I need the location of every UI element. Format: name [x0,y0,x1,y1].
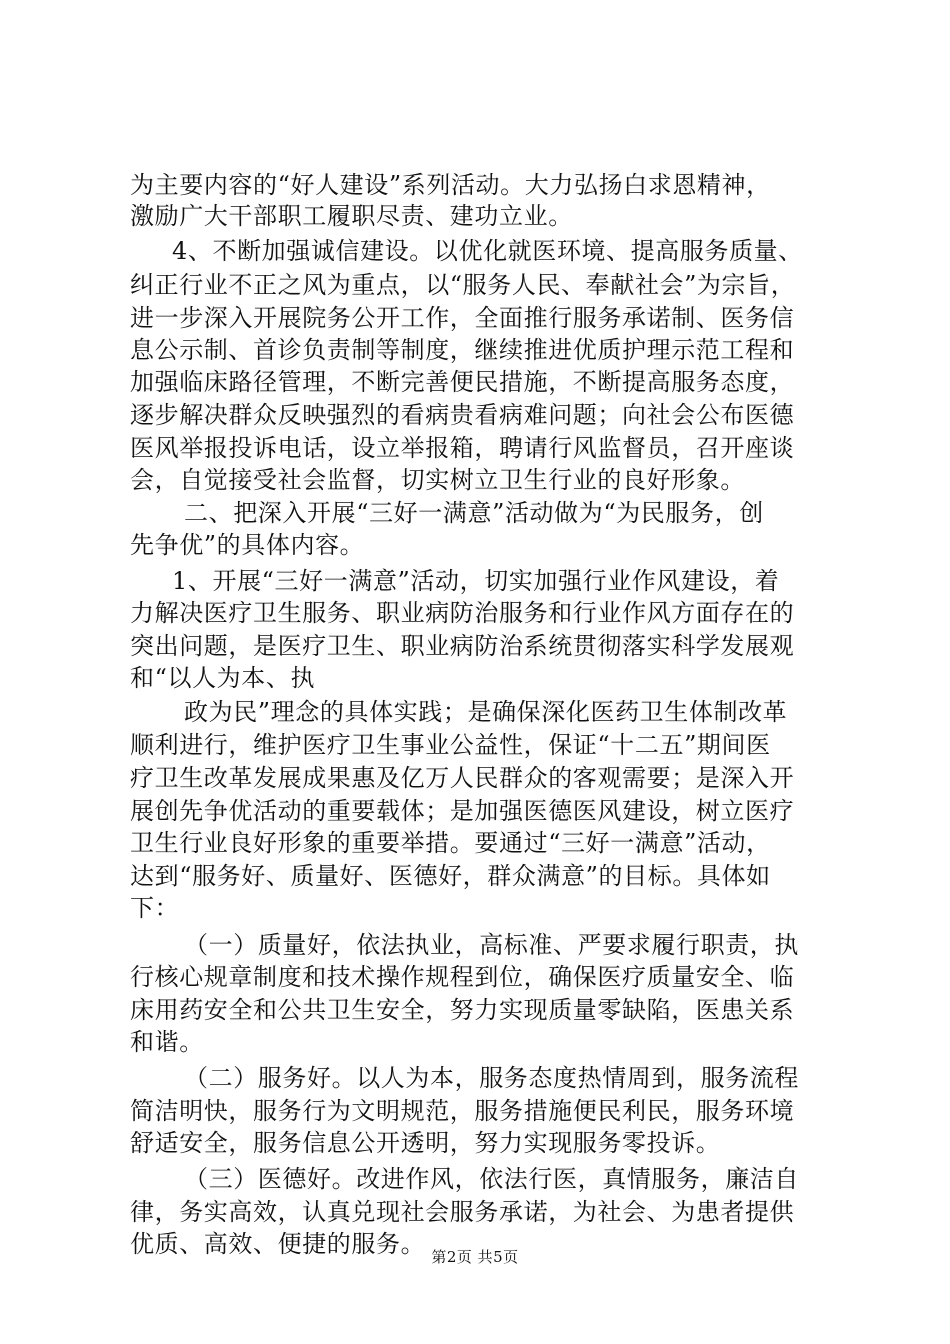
text-line: 先争优”的具体内容。 [130,531,365,559]
text-line: （三）医德好。改进作风，依法行医，真情服务，廉洁自 [184,1165,799,1193]
text-line: 行核心规章制度和技术操作规程到位，确保医疗质量安全、临 [130,963,795,991]
text-line: 疗卫生改革发展成果惠及亿万人民群众的客观需要；是深入开 [130,764,795,792]
text-line: 舒适安全，服务信息公开透明，努力实现服务零投诉。 [130,1129,721,1157]
text-line: （二）服务好。以人为本，服务态度热情周到，服务流程 [184,1064,799,1092]
text-line: 力解决医疗卫生服务、职业病防治服务和行业作风方面存在的 [130,599,795,627]
text-line: 息公示制、首诊负责制等制度，继续推进优质护理示范工程和 [130,336,795,364]
text-line: 顺利进行，维护医疗卫生事业公益性，保证“十二五”期间医 [130,731,771,759]
text-line: 加强临床路径管理，不断完善便民措施，不断提高服务态度， [130,368,795,396]
text-line: 展创先争优活动的重要载体；是加强医德医风建设，树立医疗 [130,797,795,825]
text-line: 卫生行业良好形象的重要举措。要通过“三好一满意”活动， [130,829,771,857]
text-line: 会，自觉接受社会监督，切实树立卫生行业的良好形象。 [130,466,745,494]
text-line: 进一步深入开展院务公开工作，全面推行服务承诺制、医务信 [130,304,795,332]
text-line: 4、不断加强诚信建设。以优化就医环境、提高服务质量、 [172,237,803,265]
text-line: 医风举报投诉电话，设立举报箱，聘请行风监督员，召开座谈 [130,434,795,462]
text-line: 为主要内容的“好人建设”系列活动。大力弘扬白求恩精神， [130,171,771,199]
text-line: 床用药安全和公共卫生安全，努力实现质量零缺陷，医患关系 [130,996,795,1024]
text-line: 和谐。 [130,1028,204,1056]
text-line: 突出问题，是医疗卫生、职业病防治系统贯彻落实科学发展观 [130,632,795,660]
text-line: 和“以人为本、执 [130,664,316,692]
text-line: 激励广大干部职工履职尽责、建功立业。 [130,202,573,230]
text-line: 简洁明快，服务行为文明规范，服务措施便民利民，服务环境 [130,1097,795,1125]
text-line: 律，务实高效，认真兑现社会服务承诺，为社会、为患者提供 [130,1198,795,1226]
text-line: （一）质量好，依法执业，高标准、严要求履行职责，执 [184,931,799,959]
page-number: 第2页 共5页 [431,1248,519,1266]
text-line: 1、开展“三好一满意”活动，切实加强行业作风建设，着 [172,567,780,595]
page-footer [0,1247,950,1267]
text-line: 下： [130,894,180,922]
text-line: 政为民”理念的具体实践；是确保深化医药卫生体制改革 [184,698,788,726]
text-line: 优质、高效、便捷的服务。 [130,1230,426,1258]
text-line: 纠正行业不正之风为重点，以“服务人民、奉献社会”为宗旨， [130,271,796,299]
text-line: 达到“服务好、质量好、医德好，群众满意”的目标。具体如 [130,862,771,890]
text-line: 逐步解决群众反映强烈的看病贵看病难问题；向社会公布医德 [130,401,795,429]
text-line: 二、把深入开展“三好一满意”活动做为“为民服务，创 [184,499,764,527]
